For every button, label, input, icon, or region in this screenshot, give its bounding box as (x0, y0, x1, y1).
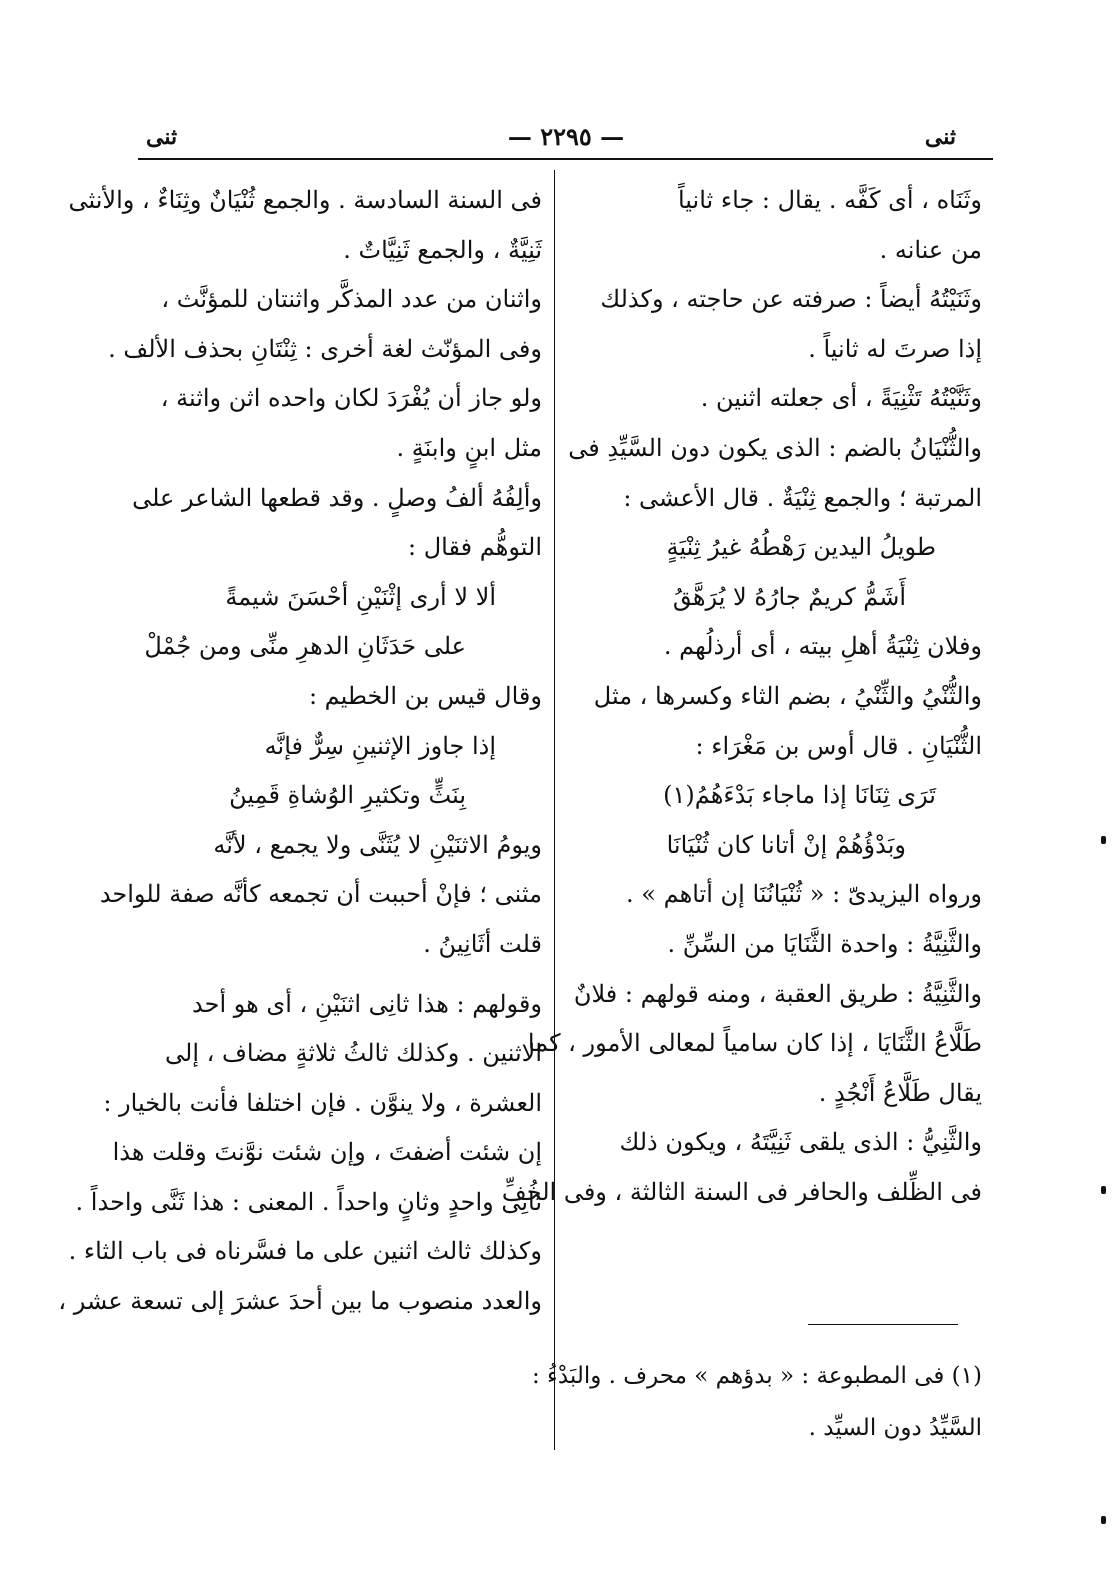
text-line: وثَنَيْتُهُ أيضاً : صرفته عن حاجته ، وكذلك (600, 285, 982, 314)
text-line: ثَنِيَّةٌ ، والجمع ثَنِيَّاتٌ . (343, 235, 542, 264)
text-line: ورواه اليزيدىّ : « ثُنْيَانُنَا إن أتاهم » . (626, 880, 982, 909)
text-line: ثانِى واحدٍ وثانٍ واحداً . المعنى : هذا ثَنَّى واحداً . (75, 1187, 542, 1216)
header-root-word-right: ثنى (924, 124, 956, 150)
footnote-line: السَّيِّدُ دون السيِّد . (808, 1415, 982, 1441)
text-line: والثُّنْيُ والثِّنْيُ ، بضم الثاء وكسرها ، مثل (593, 681, 982, 710)
column-divider (554, 170, 555, 1450)
page-header (140, 118, 992, 158)
text-line: التوهُّم فقال : (408, 533, 542, 562)
footnote-line: (١) فى المطبوعة : « بدؤهم » محرف . والبَدْءُ : (531, 1363, 982, 1389)
text-line: مثنى ؛ فإنْ أحببت أن تجمعه كأنَّه صفة للواحد (99, 880, 542, 909)
footnote (531, 1350, 982, 1454)
header-rule (138, 158, 993, 160)
text-line: فى السنة السادسة . والجمع ثُنْيَانٌ وثِنَاءٌ ، والأنثى (68, 186, 542, 214)
text-line: قلت أثَانِينُ . (423, 929, 542, 958)
left-column (58, 176, 542, 1327)
text-line: العشرة ، ولا ينوَّن . فإن اختلفا فأنت بالخيار : (103, 1088, 542, 1117)
text-line: يقال طَلَّاعُ أَنْجُدٍ . (818, 1078, 982, 1107)
text-line: طَلَّاعُ الثَّنَايَا ، إذا كان سامياً لمعالى الأمور ، كما (527, 1029, 982, 1058)
text-line: والعدد منصوب ما بين أحدَ عشرَ إلى تسعة عشر ، (58, 1287, 542, 1316)
text-line: وثَنَاه ، أى كَفَّه . يقال : جاء ثانياً (677, 186, 982, 214)
text-line: وقال قيس بن الخطيم : (308, 681, 542, 710)
text-line: وكذلك ثالث اثنين على ما فسَّرناه فى باب الثاء . (68, 1237, 542, 1266)
verse-line: أَشَمُّ كريمٌ جارُهُ لا يُرَهَّقُ (672, 582, 906, 611)
text-line: والثَّنِيَّةُ : طريق العقبة ، ومنه قولهم : فلانٌ (573, 979, 982, 1008)
text-line: فى الظِّلف والحافر فى السنة الثالثة ، وفى الخُفِّ (501, 1177, 982, 1206)
text-line: واثنان من عدد المذكَّر واثنتان للمؤنَّث ، (161, 285, 542, 314)
verse-line: إذا جاوز الإثنينِ سِرٌّ فإنَّه (264, 731, 496, 760)
header-root-word-left: ثنى (146, 124, 178, 150)
page-number: — ٢٢٩٥ — (507, 122, 625, 151)
text-line: وفلان ثِنْيَةُ أهلِ بيته ، أى أرذلُهم . (663, 632, 982, 661)
text-line: الثُّنْيَانِ . قال أوس بن مَغْرَاء : (695, 731, 982, 760)
text-line: مثل ابنٍ وابنَةٍ . (396, 433, 542, 462)
verse-line: بِنَثٍّ وتكثيرِ الوُشاةِ قَمِينُ (229, 781, 466, 810)
text-line: الاثنين . وكذلك ثالثُ ثلاثةٍ مضاف ، إلى (165, 1039, 542, 1068)
text-line: ولو جاز أن يُفْرَدَ لكان واحده اثن واثنة ، (160, 384, 542, 413)
text-line: وقولهم : هذا ثانِى اثنَيْنِ ، أى هو أحد (192, 989, 542, 1018)
text-line: وفى المؤنّث لغة أخرى : ثِنْتَانِ بحذف الألف . (108, 334, 542, 363)
scan-speck (1101, 836, 1106, 844)
verse-line: وبَدْؤُهُمْ إنْ أتانا كان ثُنْيَانَا (666, 830, 906, 859)
verse-line: ألا لا أرى إثْنَيْنِ أحْسَنَ شيمةً (225, 582, 496, 611)
verse-line: طويلُ اليدين رَهْطُهُ غيرُ ثِنْيَةٍ (666, 533, 936, 562)
scan-speck (1101, 1516, 1106, 1524)
text-line: وألِفُهُ ألفُ وصلٍ . وقد قطعها الشاعر على (132, 483, 542, 512)
text-line: والثَّنِيُّ : الذى يلقى ثَنِيَّتَهُ ، ويكون ذلك (619, 1128, 982, 1157)
text-line: إن شئت أضفتَ ، وإن شئت نوَّنتَ وقلت هذا (112, 1138, 542, 1167)
text-line: المرتبة ؛ والجمع ثِنْيَةٌ . قال الأعشى : (623, 483, 982, 512)
footnote-rule (808, 1324, 958, 1325)
verse-line: تَرَى ثِنَانَا إذا ماجاء بَدْءَهُمُ(١) (663, 781, 936, 810)
text-line: والثَّنِيَّةُ : واحدة الثَّنَايَا من السِّنِّ . (667, 929, 982, 958)
text-line: من عنانه . (879, 235, 982, 264)
text-line: إذا صرتَ له ثانياً . (808, 334, 982, 363)
scan-speck (1101, 1186, 1106, 1194)
text-line: والثُّنْيَانُ بالضم : الذى يكون دون السَّيِّدِ فى (568, 433, 982, 462)
text-line: ويومُ الاثنَيْنِ لا يُثَنَّى ولا يجمع ، لأنَّه (213, 830, 542, 859)
right-column (501, 176, 982, 1217)
verse-line: على حَدَثَانِ الدهرِ منِّى ومن جُمْلْ (144, 632, 466, 661)
text-line: وثَنَّيْتُهُ تَثْنِيَةً ، أى جعلته اثنين . (700, 384, 982, 413)
